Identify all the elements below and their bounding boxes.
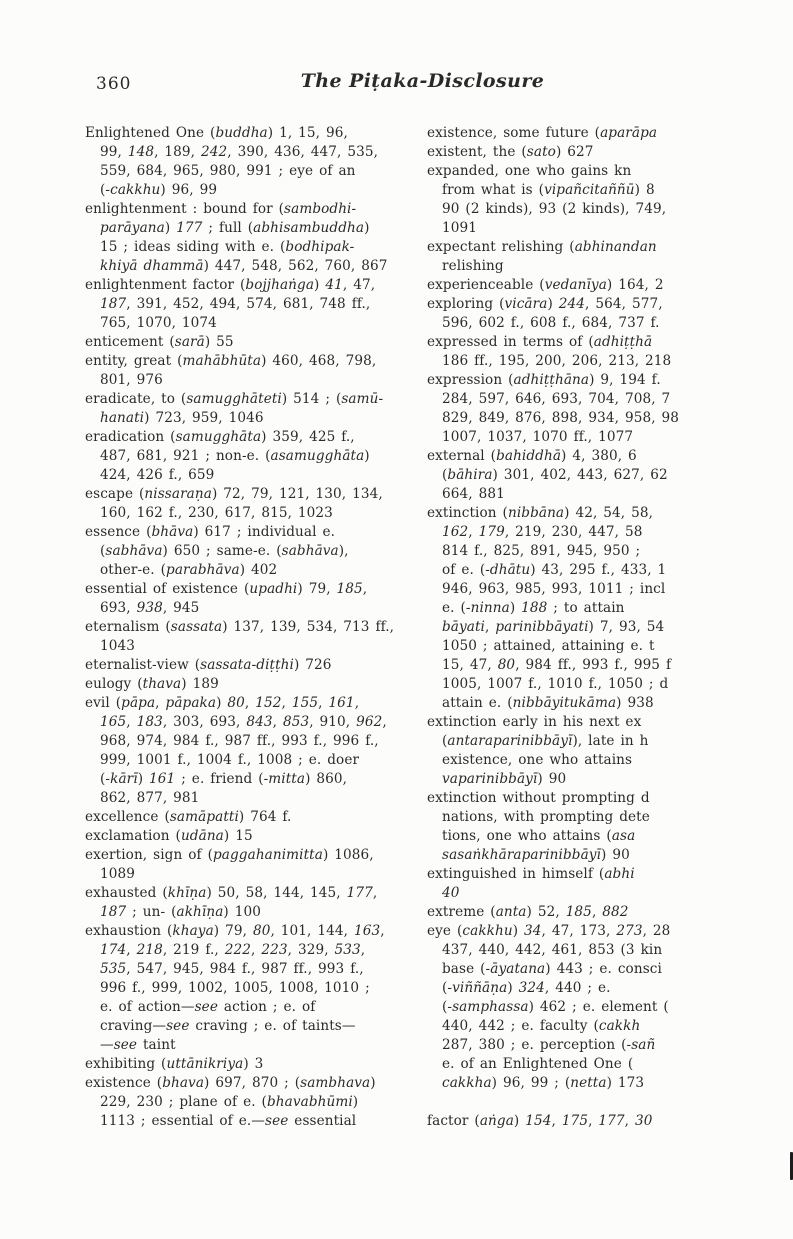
index-entry-line: 440, 442 ; e. faculty (cakkh: [442, 1018, 641, 1034]
index-entry-line: —see taint: [100, 1037, 176, 1053]
index-entry-line: excellence (samāpatti) 764 f.: [85, 809, 292, 825]
index-entry: [85, 485, 417, 523]
index-entry-line: eye (cakkhu) 34, 47, 173, 273, 28: [427, 923, 671, 939]
index-entry-line: experienceable (vedanīya) 164, 2: [427, 277, 664, 293]
index-entry-line: vaparinibbāyī) 90: [442, 771, 567, 787]
index-entry-line: 1007, 1037, 1070 ff., 1077: [442, 429, 634, 445]
index-entry-line: (-kārī) 161 ; e. friend (-mitta) 860,: [100, 771, 348, 787]
index-entry-line: exertion, sign of (paggahanimitta) 1086,: [85, 847, 374, 863]
index-entry-line: e. (-ninna) 188 ; to attain: [442, 600, 625, 616]
index-entry-line: essential of existence (upadhi) 79, 185,: [85, 581, 368, 597]
index-entry: [427, 865, 763, 903]
index-entry-line: 424, 426 f., 659: [100, 467, 215, 483]
index-entry-line: khiyā dhammā) 447, 548, 562, 760, 867: [100, 258, 388, 274]
index-entry-line: external (bahiddhā) 4, 380, 6: [427, 448, 637, 464]
index-entry: [85, 618, 417, 656]
index-entry-line: extinguished in himself (abhi: [427, 866, 635, 882]
index-entry: [427, 922, 763, 1093]
index-entry-line: evil (pāpa, pāpaka) 80, 152, 155, 161,: [85, 695, 360, 711]
index-entry: [427, 789, 763, 865]
index-entry: [85, 580, 417, 618]
index-entry-line: (-cakkhu) 96, 99: [100, 182, 218, 198]
index-columns: [85, 124, 763, 1131]
index-entry: [85, 922, 417, 1055]
index-entry: [427, 333, 763, 371]
index-entry-line: 165, 183, 303, 693, 843, 853, 910, 962,: [100, 714, 387, 730]
page-title: The Piṭaka-Disclosure: [300, 70, 545, 92]
index-entry-line: eternalism (sassata) 137, 139, 534, 713 ff.,: [85, 619, 395, 635]
index-entry-line: 801, 976: [100, 372, 163, 388]
index-entry-line: of e. (-dhātu) 43, 295 f., 433, 1: [442, 562, 667, 578]
index-entry-line: enlightenment factor (bojjhaṅga) 41, 47,: [85, 277, 376, 293]
index-entry: [85, 846, 417, 884]
index-entry: [85, 276, 417, 333]
index-entry: [427, 143, 763, 162]
index-entry-line: eradicate, to (samugghāteti) 514 ; (samū-: [85, 391, 384, 407]
index-entry: [427, 295, 763, 333]
index-entry-line: 229, 230 ; plane of e. (bhavabhūmi): [100, 1094, 359, 1110]
index-entry-line: entity, great (mahābhūta) 460, 468, 798,: [85, 353, 377, 369]
index-entry: [427, 903, 763, 922]
index-entry-line: eulogy (thava) 189: [85, 676, 219, 692]
index-entry: [427, 1112, 763, 1131]
index-entry-line: 1005, 1007 f., 1010 f., 1050 ; d: [442, 676, 669, 692]
index-entry-line: enlightenment : bound for (sambodhi-: [85, 201, 357, 217]
index-entry-line: relishing: [442, 258, 504, 274]
index-entry-line: 284, 597, 646, 693, 704, 708, 7: [442, 391, 671, 407]
index-entry: [85, 1074, 417, 1131]
index-entry-line: tions, one who attains (asa: [442, 828, 636, 844]
index-entry-line: bāyati, parinibbāyati) 7, 93, 54: [442, 619, 665, 635]
index-entry-line: 287, 380 ; e. perception (-sañ: [442, 1037, 656, 1053]
index-entry-line: 437, 440, 442, 461, 853 (3 kin: [442, 942, 663, 958]
index-entry-line: base (-āyatana) 443 ; e. consci: [442, 961, 662, 977]
index-entry: [427, 276, 763, 295]
index-entry: [85, 675, 417, 694]
index-entry-line: 999, 1001 f., 1004 f., 1008 ; e. doer: [100, 752, 360, 768]
index-entry-line: expression (adhiṭṭhāna) 9, 194 f.: [427, 372, 661, 388]
index-entry-line: 559, 684, 965, 980, 991 ; eye of an: [100, 163, 356, 179]
index-entry-line: existence, one who attains: [442, 752, 633, 768]
index-entry: [85, 1055, 417, 1074]
index-entry-line: 99, 148, 189, 242, 390, 436, 447, 535,: [100, 144, 379, 160]
index-entry: [85, 808, 417, 827]
index-entry-line: enticement (sarā) 55: [85, 334, 234, 350]
index-entry-line: 996 f., 999, 1002, 1005, 1008, 1010 ;: [100, 980, 370, 996]
index-entry-line: 90 (2 kinds), 93 (2 kinds), 749,: [442, 201, 667, 217]
page-number: 360: [96, 74, 132, 94]
index-entry-line: exhausted (khīṇa) 50, 58, 144, 145, 177,: [85, 885, 378, 901]
index-entry-line: exhibiting (uttānikriya) 3: [85, 1056, 264, 1072]
index-entry-line: extinction (nibbāna) 42, 54, 58,: [427, 505, 654, 521]
index-entry-line: extinction early in his next ex: [427, 714, 642, 730]
index-column-right: [427, 124, 763, 1131]
index-entry-line: exploring (vicāra) 244, 564, 577,: [427, 296, 663, 312]
index-entry-line: 15 ; ideas siding with e. (bodhipak-: [100, 239, 355, 255]
index-entry-line: 693, 938, 945: [100, 600, 200, 616]
index-entry: [85, 200, 417, 276]
index-entry-line: 1050 ; attained, attaining e. t: [442, 638, 655, 654]
index-entry: [85, 884, 417, 922]
index-entry-line: from what is (vipañcitaññū) 8: [442, 182, 655, 198]
index-entry-line: factor (aṅga) 154, 175, 177, 30: [427, 1113, 653, 1129]
index-entry-line: e. of action—see action ; e. of: [100, 999, 316, 1015]
index-entry-line: eternalist-view (sassata-diṭṭhi) 726: [85, 657, 332, 673]
index-entry-line: escape (nissaraṇa) 72, 79, 121, 130, 134,: [85, 486, 383, 502]
index-entry-line: 1043: [100, 638, 135, 654]
index-entry-line: 862, 877, 981: [100, 790, 200, 806]
index-entry: [427, 371, 763, 447]
index-entry-line: 174, 218, 219 f., 222, 223, 329, 533,: [100, 942, 366, 958]
index-entry-line: 1091: [442, 220, 477, 236]
index-entry-line: (-viññāṇa) 324, 440 ; e.: [442, 980, 611, 996]
index-entry: [85, 827, 417, 846]
index-entry-line: 829, 849, 876, 898, 934, 958, 98: [442, 410, 680, 426]
index-entry: [85, 390, 417, 428]
index-entry: [427, 124, 763, 143]
index-entry-line: expanded, one who gains kn: [427, 163, 632, 179]
index-entry: [85, 352, 417, 390]
index-entry-line: Enlightened One (buddha) 1, 15, 96,: [85, 125, 348, 141]
index-entry-line: (bāhira) 301, 402, 443, 627, 62: [442, 467, 668, 483]
index-entry-line: 535, 547, 945, 984 f., 987 ff., 993 f.,: [100, 961, 364, 977]
index-entry-line: parāyana) 177 ; full (abhisambuddha): [100, 220, 370, 236]
index-entry-line: 187, 391, 452, 494, 574, 681, 748 ff.,: [100, 296, 371, 312]
index-entry-line: (antaraparinibbāyī), late in h: [442, 733, 649, 749]
index-column-left: [85, 124, 417, 1131]
index-entry-line: extreme (anta) 52, 185, 882: [427, 904, 629, 920]
index-entry: [427, 504, 763, 713]
index-entry-line: 15, 47, 80, 984 ff., 993 f., 995 f: [442, 657, 672, 673]
index-entry-line: 596, 602 f., 608 f., 684, 737 f.: [442, 315, 660, 331]
index-entry: [85, 428, 417, 485]
index-entry-line: hanati) 723, 959, 1046: [100, 410, 264, 426]
index-entry-line: existent, the (sato) 627: [427, 144, 594, 160]
index-entry-line: 814 f., 825, 891, 945, 950 ;: [442, 543, 641, 559]
index-entry-line: 1089: [100, 866, 135, 882]
index-entry-line: exclamation (udāna) 15: [85, 828, 253, 844]
index-entry-line: 765, 1070, 1074: [100, 315, 217, 331]
index-entry-line: exhaustion (khaya) 79, 80, 101, 144, 163,: [85, 923, 385, 939]
index-entry-line: 968, 974, 984 f., 987 ff., 993 f., 996 f.,: [100, 733, 379, 749]
index-entry-line: 186 ff., 195, 200, 206, 213, 218: [442, 353, 672, 369]
index-entry-line: existence, some future (aparāpa: [427, 125, 658, 141]
index-entry-line: 160, 162 f., 230, 617, 815, 1023: [100, 505, 333, 521]
index-entry-line: nations, with prompting dete: [442, 809, 650, 825]
index-entry-line: e. of an Enlightened One (: [442, 1056, 634, 1072]
index-entry: [427, 238, 763, 276]
index-entry-line: 162, 179, 219, 230, 447, 58: [442, 524, 643, 540]
index-entry: [85, 124, 417, 200]
index-entry-line: (-samphassa) 462 ; e. element (: [442, 999, 669, 1015]
index-entry-line: (sabhāva) 650 ; same-e. (sabhāva),: [100, 543, 349, 559]
index-entry-line: existence (bhava) 697, 870 ; (sambhava): [85, 1075, 376, 1091]
index-entry-line: attain e. (nibbāyitukāma) 938: [442, 695, 654, 711]
index-entry-line: 1113 ; essential of e.—see essential: [100, 1113, 357, 1129]
index-entry-line: craving—see craving ; e. of taints—: [100, 1018, 356, 1034]
index-entry-line: extinction without prompting d: [427, 790, 650, 806]
index-entry-line: other-e. (parabhāva) 402: [100, 562, 278, 578]
index-entry-line: eradication (samugghāta) 359, 425 f.,: [85, 429, 355, 445]
index-entry-line: 664, 881: [442, 486, 505, 502]
index-entry-line: 187 ; un- (akhīṇa) 100: [100, 904, 261, 920]
index-entry: [85, 523, 417, 580]
index-entry-line: expressed in terms of (adhiṭṭhā: [427, 334, 653, 350]
index-entry: [427, 713, 763, 789]
index-entry-line: sasaṅkhāraparinibbāyī) 90: [442, 847, 630, 863]
index-entry-line: cakkha) 96, 99 ; (netta) 173: [442, 1075, 645, 1091]
index-entry: [85, 694, 417, 808]
index-entry-line: essence (bhāva) 617 ; individual e.: [85, 524, 336, 540]
index-entry-line: 40: [442, 885, 460, 901]
index-entry-line: 487, 681, 921 ; non-e. (asamugghāta): [100, 448, 370, 464]
index-entry-line: 946, 963, 985, 993, 1011 ; incl: [442, 581, 666, 597]
index-entry: [427, 447, 763, 504]
index-entry-line: expectant relishing (abhinandan: [427, 239, 657, 255]
index-entry: [85, 656, 417, 675]
index-entry: [427, 162, 763, 238]
index-entry: [85, 333, 417, 352]
